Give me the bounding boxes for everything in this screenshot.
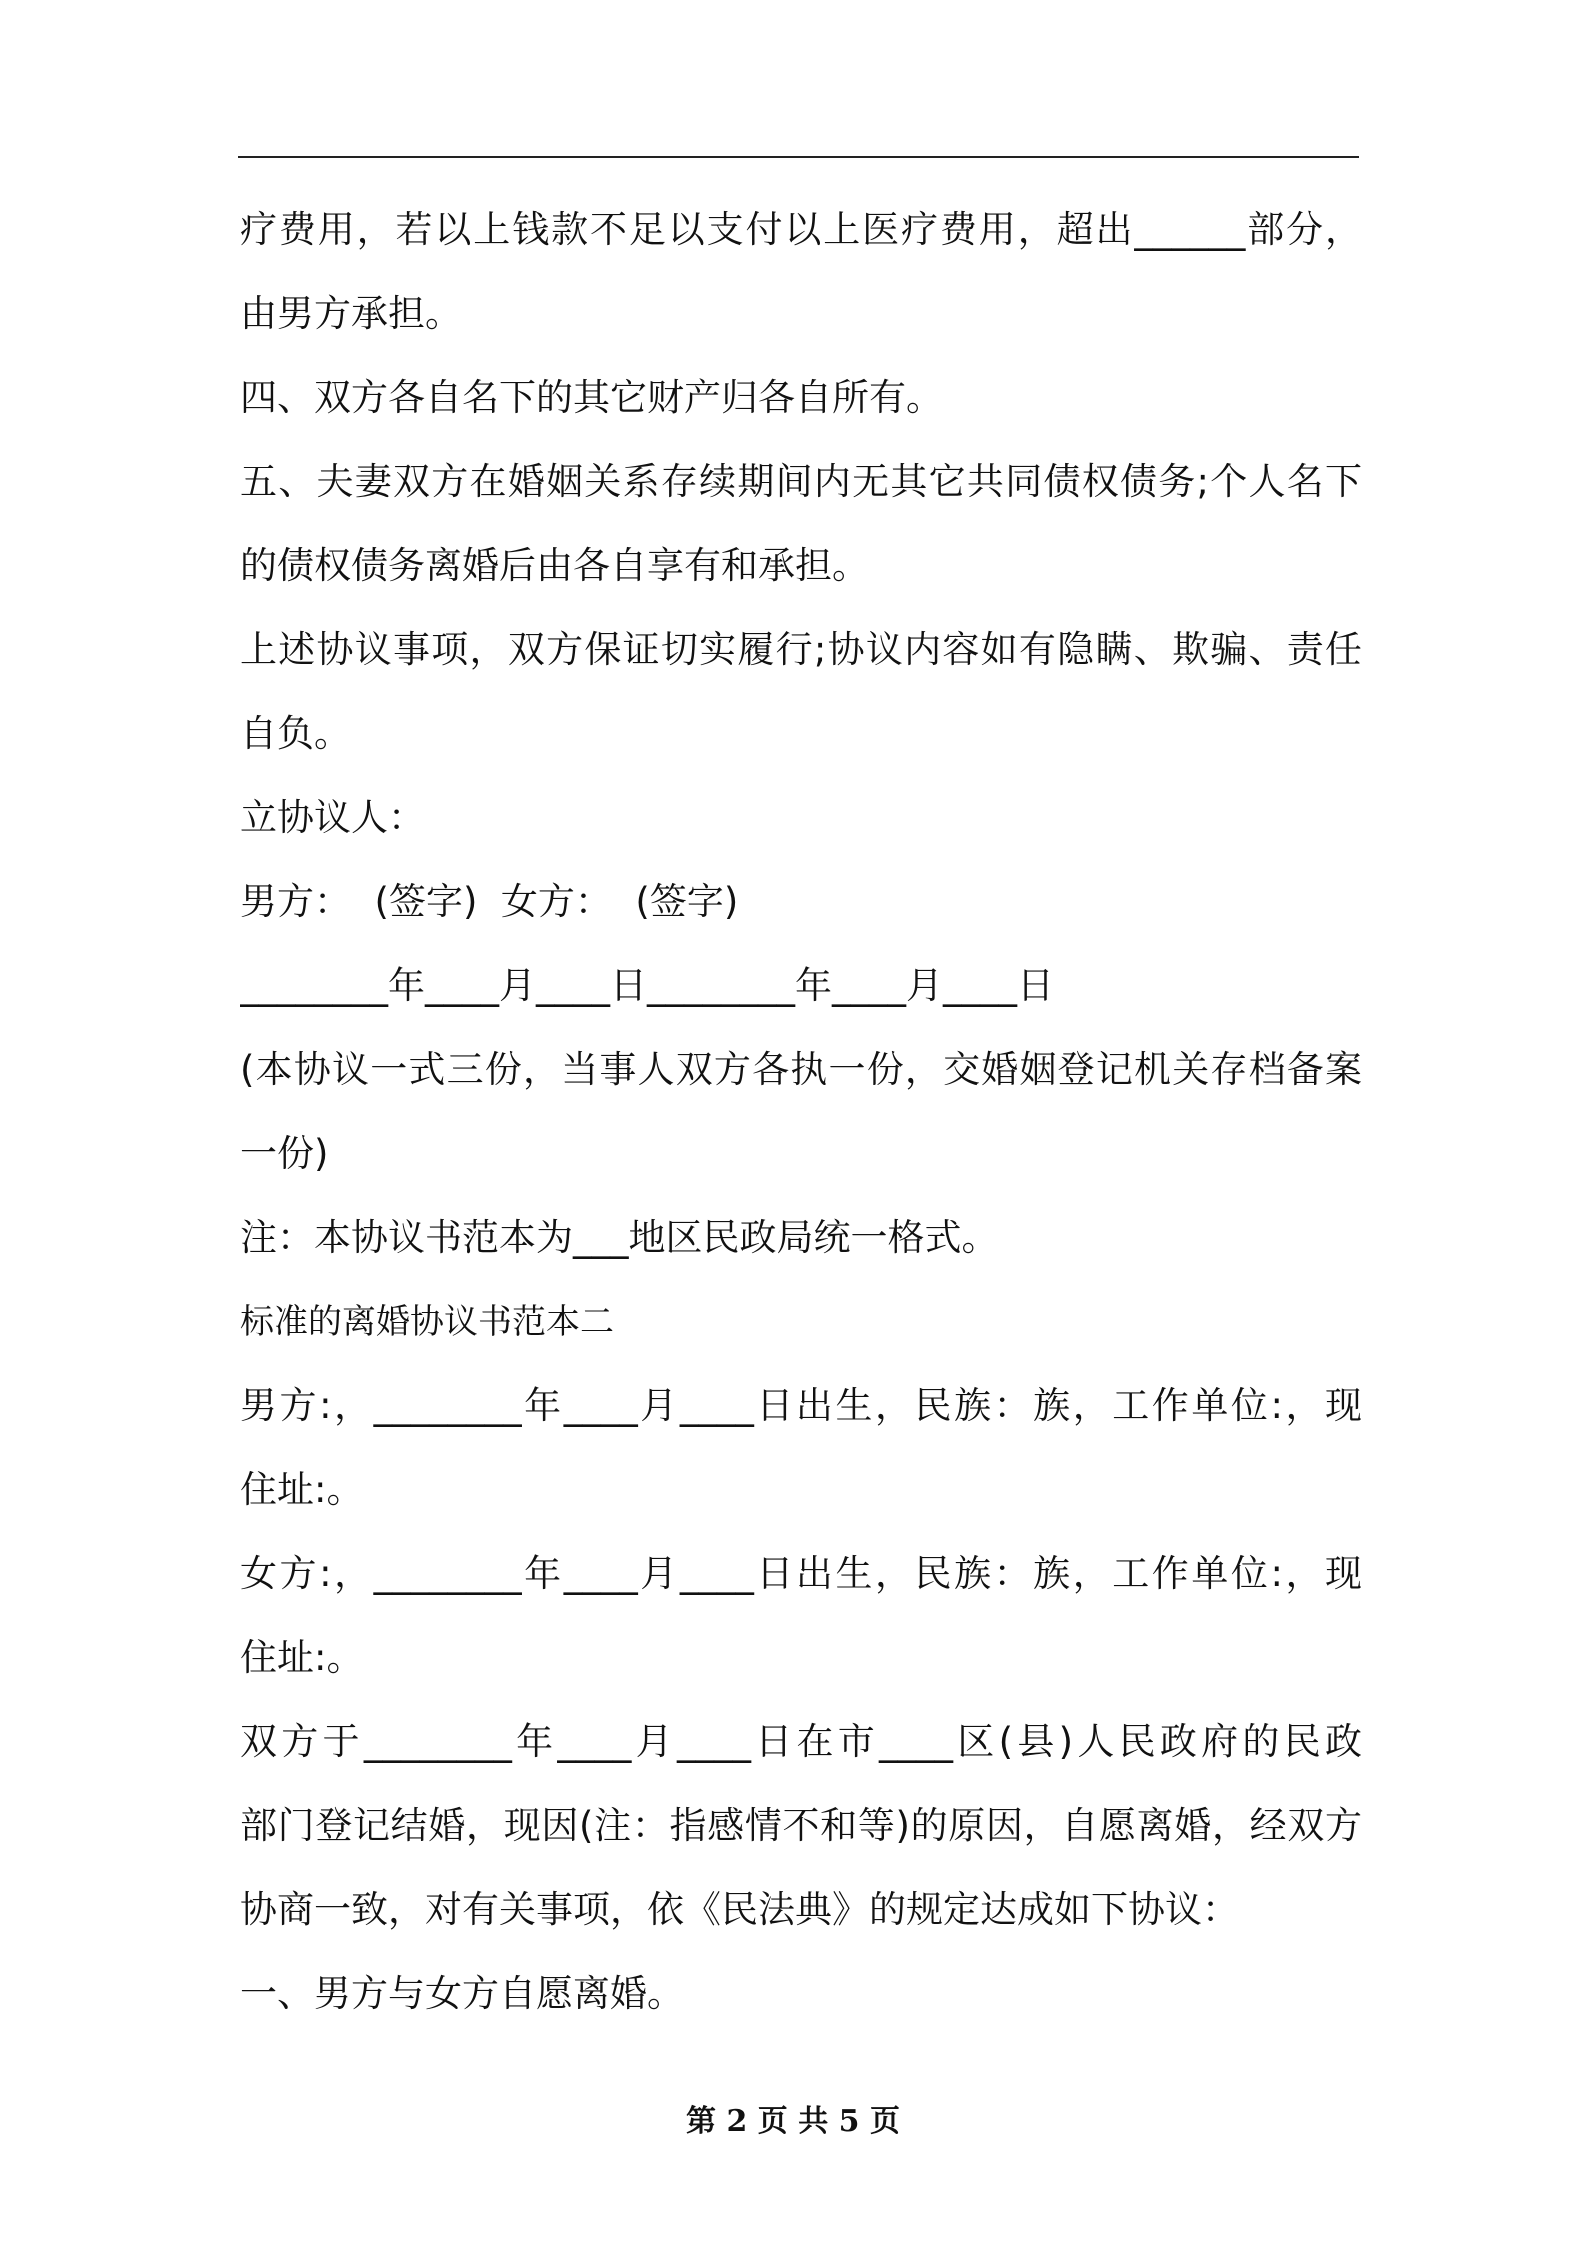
- body-line: (本协议一式三份，当事人双方各执一份，交婚姻登记机关存档备案: [240, 1048, 1362, 1091]
- body-line: 协商一致，对有关事项，依《民法典》的规定达成如下协议：: [240, 1888, 1239, 1931]
- body-line: 部门登记结婚，现因(注：指感情不和等)的原因，自愿离婚，经双方: [240, 1804, 1362, 1847]
- body-line: 疗费用，若以上钱款不足以支付以上医疗费用，超出______部分，: [240, 208, 1362, 251]
- header-rule: [238, 156, 1359, 158]
- body-line: 双方于________年____月____日在市____区(县)人民政府的民政: [240, 1720, 1362, 1763]
- body-line: 立协议人：: [240, 796, 425, 839]
- page-number: 第 2 页 共 5 页: [686, 2104, 900, 2139]
- body-line: 由男方承担。: [240, 292, 462, 335]
- body-line: 女方:，________年____月____日出生，民族：族，工作单位:，现: [240, 1552, 1362, 1595]
- section-heading: 标准的离婚协议书范本二: [240, 1302, 614, 1342]
- body-line: 上述协议事项，双方保证切实履行;协议内容如有隐瞒、欺骗、责任: [240, 628, 1362, 671]
- body-line: 男方:，________年____月____日出生，民族：族，工作单位:，现: [240, 1384, 1362, 1427]
- body-line: 住址:。: [240, 1468, 364, 1511]
- body-line: 注：本协议书范本为___地区民政局统一格式。: [240, 1216, 999, 1259]
- body-line: 一、男方与女方自愿离婚。: [240, 1972, 684, 2015]
- body-line: 自负。: [240, 712, 351, 755]
- body-line: 的债权债务离婚后由各自享有和承担。: [240, 544, 869, 587]
- document-body: [240, 188, 1362, 2036]
- body-line: 住址:。: [240, 1636, 364, 1679]
- body-line: 一份): [240, 1132, 329, 1175]
- body-line: 四、双方各自名下的其它财产归各自所有。: [240, 376, 943, 419]
- body-line: 五、夫妻双方在婚姻关系存续期间内无其它共同债权债务;个人名下: [240, 460, 1362, 503]
- date-line: ________年____月____日________年____月____日: [240, 964, 1054, 1007]
- signature-line: 男方： (签字) 女方： (签字): [240, 880, 739, 923]
